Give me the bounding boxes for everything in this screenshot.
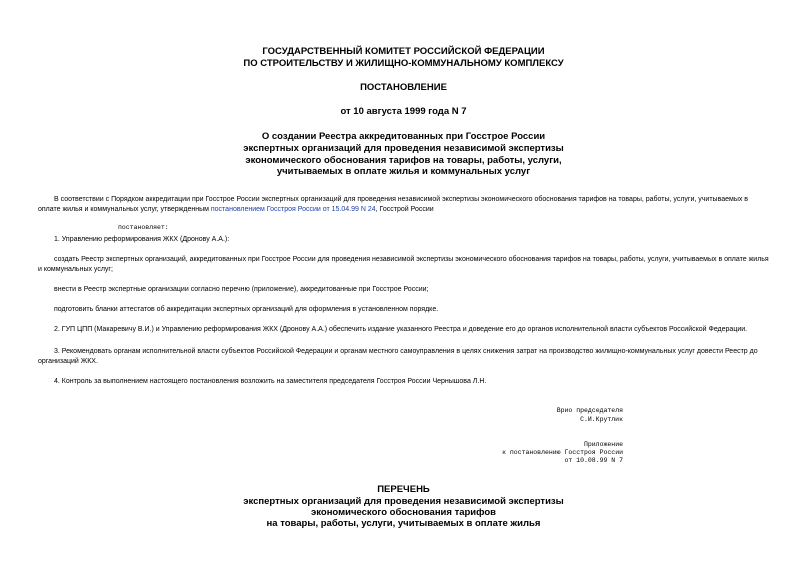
item-1: 1. Управлению реформирования ЖКХ (Дронову А.А.):	[54, 236, 230, 243]
preamble-paragraph	[38, 195, 770, 215]
appendix-label: Приложение	[583, 441, 623, 448]
appendix-reference: к постановлению Госстроя России	[502, 449, 623, 456]
item-4: 4. Контроль за выполнением настоящего постановления возложить на заместителя председателя Госстроя России Чернышова Л.Н.	[54, 378, 487, 385]
list-title-line3: экономического обоснования тарифов	[311, 507, 496, 518]
decree-link[interactable]: постановлением Госстроя России от 15.04.99 N 24	[210, 206, 376, 213]
title-line1: О создании Реестра аккредитованных при Госстрое России	[261, 131, 546, 142]
document-date: от 10 августа 1999 года N 7	[340, 106, 467, 117]
list-title-line2: экспертных организаций для проведения независимой экспертизы	[243, 496, 564, 507]
item-2: 2. ГУП ЦПП (Макаревичу В.И.) и Управлению реформирования ЖКХ (Дронову А.А.) обеспечить издание указанного Реестра и доведение его до органов исполнительной власти субъектов Российской Федерации.	[54, 326, 748, 333]
appendix-date: от 10.08.99 N 7	[564, 457, 623, 464]
item-1a: создать Реестр экспертных организаций, аккредитованных при Госстрое России для проведения независимой экспертизы экономического обоснования тарифов на товары, работы, услуги, учитываемых в оплате жилья и коммунальных услуг;	[38, 256, 769, 273]
item-3: 3. Рекомендовать органам исполнительной власти субъектов Российской Федерации и органам местного самоуправления в целях снижения затрат на производство жилищно-коммунальных услуг довести Реестр до организаций ЖКХ.	[38, 348, 758, 365]
decree-word: постановляет:	[118, 224, 169, 231]
title-line3: экономического обоснования тарифов на товары, работы, услуги,	[245, 155, 562, 166]
title-line2: экспертных организаций для проведения независимой экспертизы	[243, 143, 564, 154]
org-name-line2: ПО СТРОИТЕЛЬСТВУ И ЖИЛИЩНО-КОММУНАЛЬНОМУ КОМПЛЕКСУ	[243, 58, 564, 69]
preamble-tail: , Госстрой России	[375, 206, 434, 213]
preamble-text: В соответствии с Порядком аккредитации при Госстрое России экспертных организаций для проведения независимой экспертизы экономического обоснования тарифов на товары, работы, услуги, учитываемых в оплате жилья и коммунальных услуг, утвержденным	[38, 196, 749, 213]
item-1c: подготовить бланки аттестатов об аккредитации экспертных организаций для оформления в установленном порядке.	[54, 306, 439, 313]
title-line4: учитываемых в оплате жилья и коммунальных услуг	[276, 166, 531, 177]
signature-position: Врио председателя	[556, 407, 623, 414]
document-type: ПОСТАНОВЛЕНИЕ	[360, 82, 447, 93]
org-name-line1: ГОСУДАРСТВЕННЫЙ КОМИТЕТ РОССИЙСКОЙ ФЕДЕРАЦИИ	[262, 46, 545, 57]
signature-name: С.И.Крутлик	[580, 416, 623, 423]
item-1b: внести в Реестр экспертные организации согласно перечню (приложение), аккредитованные при Госстрое России;	[54, 286, 429, 293]
list-title-line1: ПЕРЕЧЕНЬ	[377, 484, 430, 495]
list-title-line4: на товары, работы, услуги, учитываемых в оплате жилья	[266, 518, 541, 529]
